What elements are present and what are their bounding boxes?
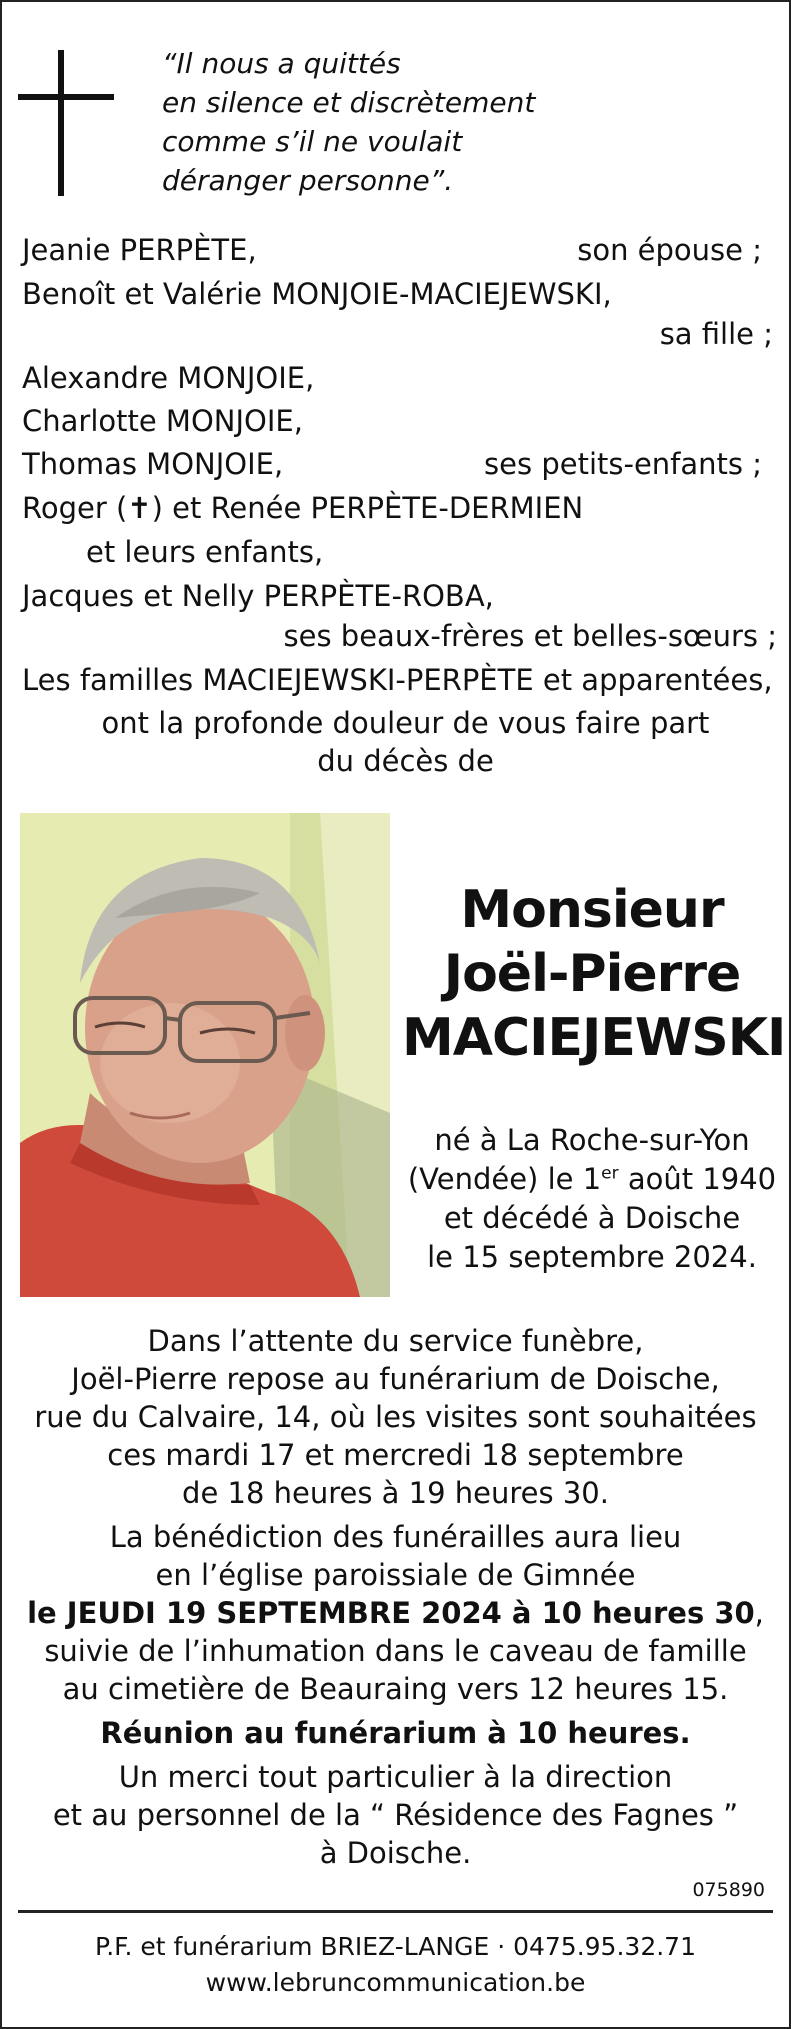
deceased-last-name: MACIEJEWSKI (402, 1008, 786, 1068)
family-name-roger (22, 488, 583, 528)
family-name: Charlotte MONJOIE, (22, 404, 303, 438)
funeral-home-line: P.F. et funérarium BRIEZ-LANGE · 0475.95.32.71 (95, 1932, 696, 1961)
family-relation: ses beaux-frères et belles-sœurs ; (283, 619, 777, 653)
thanks-line: Un merci tout particulier à la direction (118, 1760, 673, 1794)
service-line: au cimetière de Beauraing vers 12 heures 15. (62, 1672, 729, 1706)
service-line: ces mardi 17 et mercredi 18 septembre (107, 1438, 684, 1472)
birth-date-sup: er (601, 1163, 619, 1184)
family-name-part: ) et Renée PERPÈTE-DERMIEN (151, 491, 584, 525)
birth-date-part: août 1940 (618, 1162, 777, 1196)
family-row (22, 230, 774, 270)
thanks-line: et au personnel de la “ Résidence des Fagnes ” (52, 1798, 739, 1832)
deceased-first-name: Joël-Pierre (443, 944, 741, 1004)
family-name-part: Roger ( (22, 491, 128, 525)
footer-divider (18, 1910, 773, 1913)
portrait-photo (20, 813, 390, 1297)
service-line: Dans l’attente du service funèbre, (147, 1324, 644, 1358)
birth-place: né à La Roche-sur-Yon (434, 1123, 750, 1157)
announce-line: ont la profonde douleur de vous faire part (101, 706, 710, 740)
birth-date (402, 1160, 782, 1199)
service-line: rue du Calvaire, 14, où les visites sont souhaitées (34, 1400, 757, 1434)
funeral-date: le JEUDI 19 SEPTEMBRE 2024 à 10 heures 30 (27, 1596, 755, 1630)
family-relation: sa fille ; (659, 317, 773, 351)
deceased-cross-icon: ✝ (127, 491, 152, 525)
family-name: Jeanie PERPÈTE, (22, 233, 257, 267)
service-line: Joël-Pierre repose au funérarium de Doische, (71, 1362, 720, 1396)
family-relation: ses petits-enfants ; (484, 447, 762, 481)
quote-line: “Il nous a quittés (162, 47, 401, 80)
deceased-title: Monsieur (460, 880, 724, 940)
family-row (22, 444, 774, 484)
birth-date-part: (Vendée) le 1 (407, 1162, 602, 1196)
service-line: suivie de l’inhumation dans le caveau de famille (44, 1634, 747, 1668)
service-date-line (2, 1594, 789, 1632)
family-relation: son épouse ; (577, 233, 762, 267)
service-punct: , (754, 1596, 764, 1630)
service-line: de 18 heures à 19 heures 30. (182, 1476, 609, 1510)
family-relation: et leurs enfants, (86, 535, 324, 569)
cross-icon (18, 50, 114, 196)
quote-line: déranger personne”. (162, 164, 454, 197)
service-line: en l’église paroissiale de Gimnée (155, 1558, 636, 1592)
thanks-line: à Doische. (319, 1836, 472, 1870)
deceased-dates-block (402, 1121, 782, 1277)
deceased-name-block (402, 878, 786, 1070)
announce-line: du décès de (317, 744, 494, 778)
quote-block (162, 44, 762, 200)
quote-line: comme s’il ne voulait (162, 125, 463, 158)
family-name: Jacques et Nelly PERPÈTE-ROBA, (22, 579, 494, 613)
death-date: le 15 septembre 2024. (427, 1240, 757, 1274)
quote-line: en silence et discrètement (162, 86, 536, 119)
service-line: La bénédiction des funérailles aura lieu (109, 1520, 682, 1554)
reunion-line: Réunion au funérarium à 10 heures. (100, 1716, 691, 1750)
death-place: et décédé à Doische (443, 1201, 741, 1235)
family-name: Benoît et Valérie MONJOIE-MACIEJEWSKI, (22, 277, 612, 311)
family-name: Thomas MONJOIE, (22, 447, 284, 481)
portrait-illustration (20, 813, 390, 1297)
family-name: Les familles MACIEJEWSKI-PERPÈTE et apparentées, (22, 663, 773, 697)
website-link[interactable]: www.lebruncommunication.be (205, 1968, 586, 1997)
reference-code: 075890 (692, 1879, 765, 1901)
family-name: Alexandre MONJOIE, (22, 361, 315, 395)
